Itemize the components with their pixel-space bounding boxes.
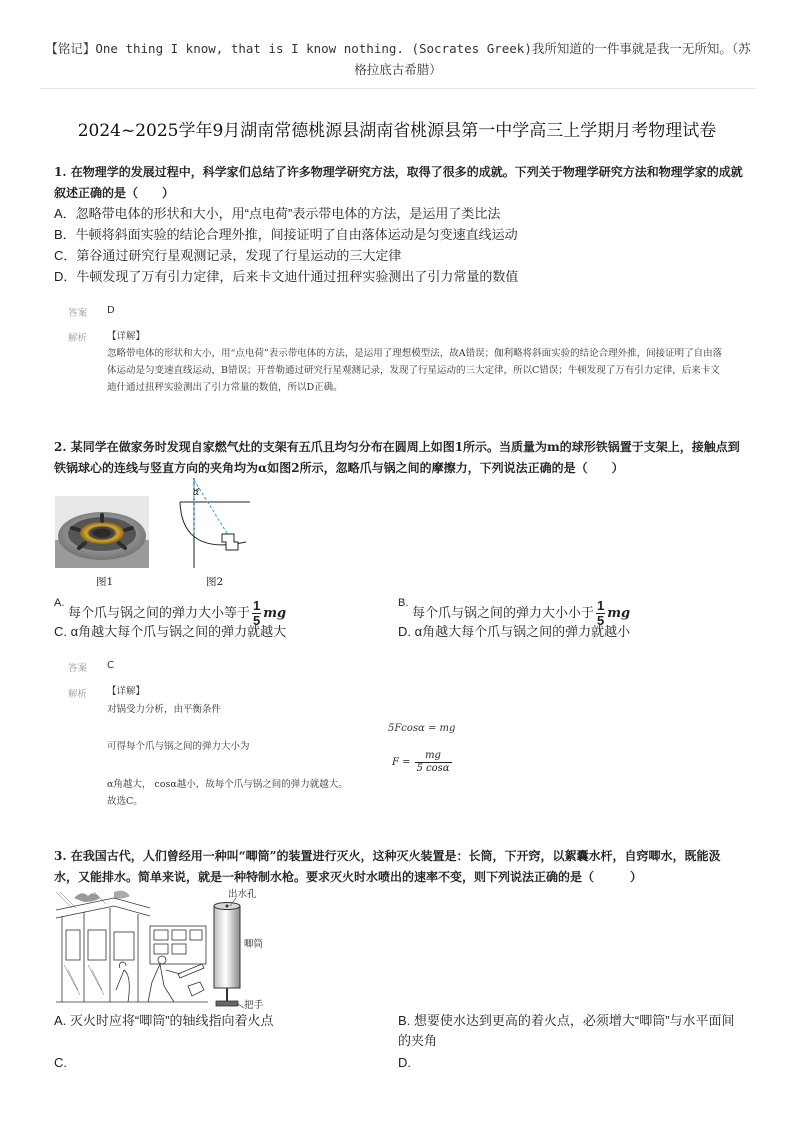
q2-option-b-text: 每个爪与锅之间的弹力大小小于 xyxy=(412,604,595,620)
q3-option-c: C. xyxy=(54,1055,67,1070)
q2-explanation-line2: 可得每个爪与锅之间的弹力大小为 xyxy=(107,741,250,752)
q3-label-handle: 把手 xyxy=(244,1000,264,1011)
q2-figure2-caption: 图2 xyxy=(206,576,224,588)
fraction-numerator: mg xyxy=(415,750,452,763)
q2-option-d: D. α角越大每个爪与锅之间的弹力就越小 xyxy=(398,624,631,639)
q2-option-a-prefix: A. xyxy=(54,597,65,609)
q2-answer: C xyxy=(107,660,114,671)
q2-option-a-text: 每个爪与锅之间的弹力大小等于 xyxy=(68,604,251,620)
fraction-numerator: 1 xyxy=(253,598,261,613)
q3-label-outlet: 出水孔 xyxy=(228,889,257,900)
q2-answer-label: 答案 xyxy=(68,663,88,674)
q3-option-a: A. 灭火时应将“唧筒”的轴线指向着火点 xyxy=(54,1013,274,1028)
q1-option-d: D．牛顿发现了万有引力定律，后来卡文迪什通过扭秤实验测出了引力常量的数值 xyxy=(54,269,519,284)
q1-option-a: A．忽略带电体的形状和大小，用“点电荷”表示带电体的方法，是运用了类比法 xyxy=(54,206,501,221)
q2-figure2-diagram xyxy=(176,476,252,572)
fraction-denominator: 5 cosα xyxy=(416,763,450,774)
q3-option-b: B. 想要使水达到更高的着火点，必须增大“唧筒”与水平面间的夹角 xyxy=(398,1013,735,1048)
q2-figure1-stove-image xyxy=(55,496,149,568)
q2-figure2-alpha-label: α xyxy=(193,488,200,498)
q3-pump-tube-diagram xyxy=(210,898,270,1010)
q2-explanation-line4: 故选C。 xyxy=(107,796,143,807)
page-title: 2024~2025学年9月湖南常德桃源县湖南省桃源县第一中学高三上学期月考物理试卷 xyxy=(77,121,717,141)
q2-option-b-prefix: B. xyxy=(398,597,409,609)
header-divider xyxy=(40,88,756,89)
q1-answer: D xyxy=(107,305,115,316)
q2-equation-2 xyxy=(392,750,452,775)
q1-explanation: 忽略带电体的形状和大小，用“点电荷”表示带电体的方法，是运用了理想模型法，故A错误；伽利略将斜面实验的结论合理外推，间接证明了自由落体运动是匀变速直线运动，B错误；开普勒通过研究行星观测记录，发现了行星运动的三大定律，所以C错误；牛顿发现了万有引力定律，后来卡文迪什通过扭秤实验测出了引力常量的数值，所以D正确。 xyxy=(107,348,723,393)
q1-detail-label: 【详解】 xyxy=(107,331,146,342)
q3-label-tube: 唧筒 xyxy=(244,939,264,950)
q2-explanation-line1: 对锅受力分析，由平衡条件 xyxy=(107,704,222,715)
q3-ancient-firefighting-illustration xyxy=(54,890,210,1008)
q3-stem: 3. 在我国古代，人们曾经用一种叫“唧筒”的装置进行灭火，这种灭火装置是：长筒，下开窍，以絮囊水杆，自窍唧水，既能汲水，又能排水。简单来说，就是一种特制水枪。要求灭火时水喷出的速率不变，则下列说法正确的是（ ） xyxy=(54,849,721,884)
q1-answer-label: 答案 xyxy=(68,308,88,319)
q3-option-d: D. xyxy=(398,1055,411,1070)
q1-option-c: C．第谷通过研究行星观测记录，发现了行星运动的三大定律 xyxy=(54,248,402,263)
q2-equation-1: 5Fcosα = mg xyxy=(388,723,456,734)
q1-stem: 1. 在物理学的发展过程中，科学家们总结了许多物理学研究方法，取得了很多的成就。下列关于物理学研究方法和物理学家的成就叙述正确的是（ ） xyxy=(54,165,743,200)
q2-explanation-line3: α角越大， cosα越小，故每个爪与锅之间的弹力就越大。 xyxy=(107,779,348,790)
fraction-denominator: 5 xyxy=(597,613,605,628)
q2-detail-label: 【详解】 xyxy=(107,686,146,697)
q2-stem: 2. 某同学在做家务时发现自家燃气灶的支架有五爪且均匀分布在圆周上如图1所示。当质量为m的球形铁锅置于支架上，接触点到铁锅球心的连线与竖直方向的夹角均为α如图2所示，忽略爪与锅之间的摩擦力，下列说法正确的是（ ） xyxy=(54,440,740,475)
header-motto: 【铭记】One thing I know, that is I know nothing. (Socrates Greek)我所知道的一件事就是我一无所知。（苏格拉底古希腊） xyxy=(45,41,751,77)
fraction-denominator: 5 xyxy=(253,613,261,628)
q2-option-c: C. α角越大每个爪与锅之间的弹力就越大 xyxy=(54,624,287,639)
q1-option-b: B．牛顿将斜面实验的结论合理外推，间接证明了自由落体运动是匀变速直线运动 xyxy=(54,227,518,242)
q2-explain-label: 解析 xyxy=(68,689,88,700)
q2-equation-2-lhs: F = xyxy=(392,757,411,768)
q1-explain-label: 解析 xyxy=(68,333,88,344)
q2-equation-2-fraction xyxy=(415,750,452,775)
fraction-numerator: 1 xyxy=(597,598,605,613)
q2-figure1-caption: 图1 xyxy=(96,576,114,588)
q2-option-b-mg: mg xyxy=(607,605,631,621)
q2-option-a-mg: mg xyxy=(263,605,287,621)
